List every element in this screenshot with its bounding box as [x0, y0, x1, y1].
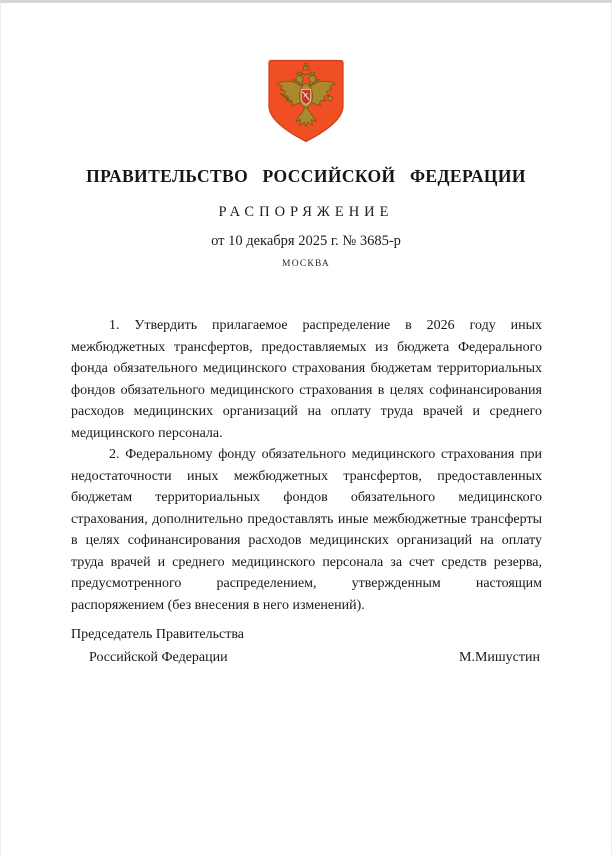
body-paragraph-1: 1. Утвердить прилагаемое распределение в 2026 году иных межбюджетных трансфертов, предоставляемых из бюджета Федерального фонда обязательного медицинского страхования бюджетам территориальных фондов обязательного медицинского страхования в целях софинансирования расходов медицинских организаций на оплату труда врачей и среднего медицинского персонала. — [71, 318, 542, 441]
russian-coat-of-arms-icon — [263, 57, 349, 145]
city-label: МОСКВА — [282, 259, 330, 269]
document-type-heading: РАСПОРЯЖЕНИЕ — [218, 204, 394, 220]
signature-position-line1: Председатель Правительства — [71, 627, 244, 642]
signature-name: М.Мишустин — [459, 650, 540, 665]
date-and-number-line: от 10 декабря 2025 г. № 3685-р — [211, 233, 401, 249]
document-body — [71, 315, 542, 616]
signature-position-line2: Российской Федерации — [89, 650, 228, 665]
body-paragraph-2: 2. Федеральному фонду обязательного медицинского страхования при недостаточности иных межбюджетных трансфертов, предоставленных бюджетам территориальных фондов обязательного медицинского страхования, дополнительно предоставлять иные межбюджетные трансферты в целях софинансирования расходов медицинских организаций на оплату труда врачей и среднего медицинского персонала за счет средств резерва, предусмотренного распределением, утвержденным настоящим распоряжением (без внесения в него изменений). — [71, 447, 542, 613]
government-title: ПРАВИТЕЛЬСТВО РОССИЙСКОЙ ФЕДЕРАЦИИ — [86, 166, 526, 186]
signature-block — [71, 623, 540, 669]
